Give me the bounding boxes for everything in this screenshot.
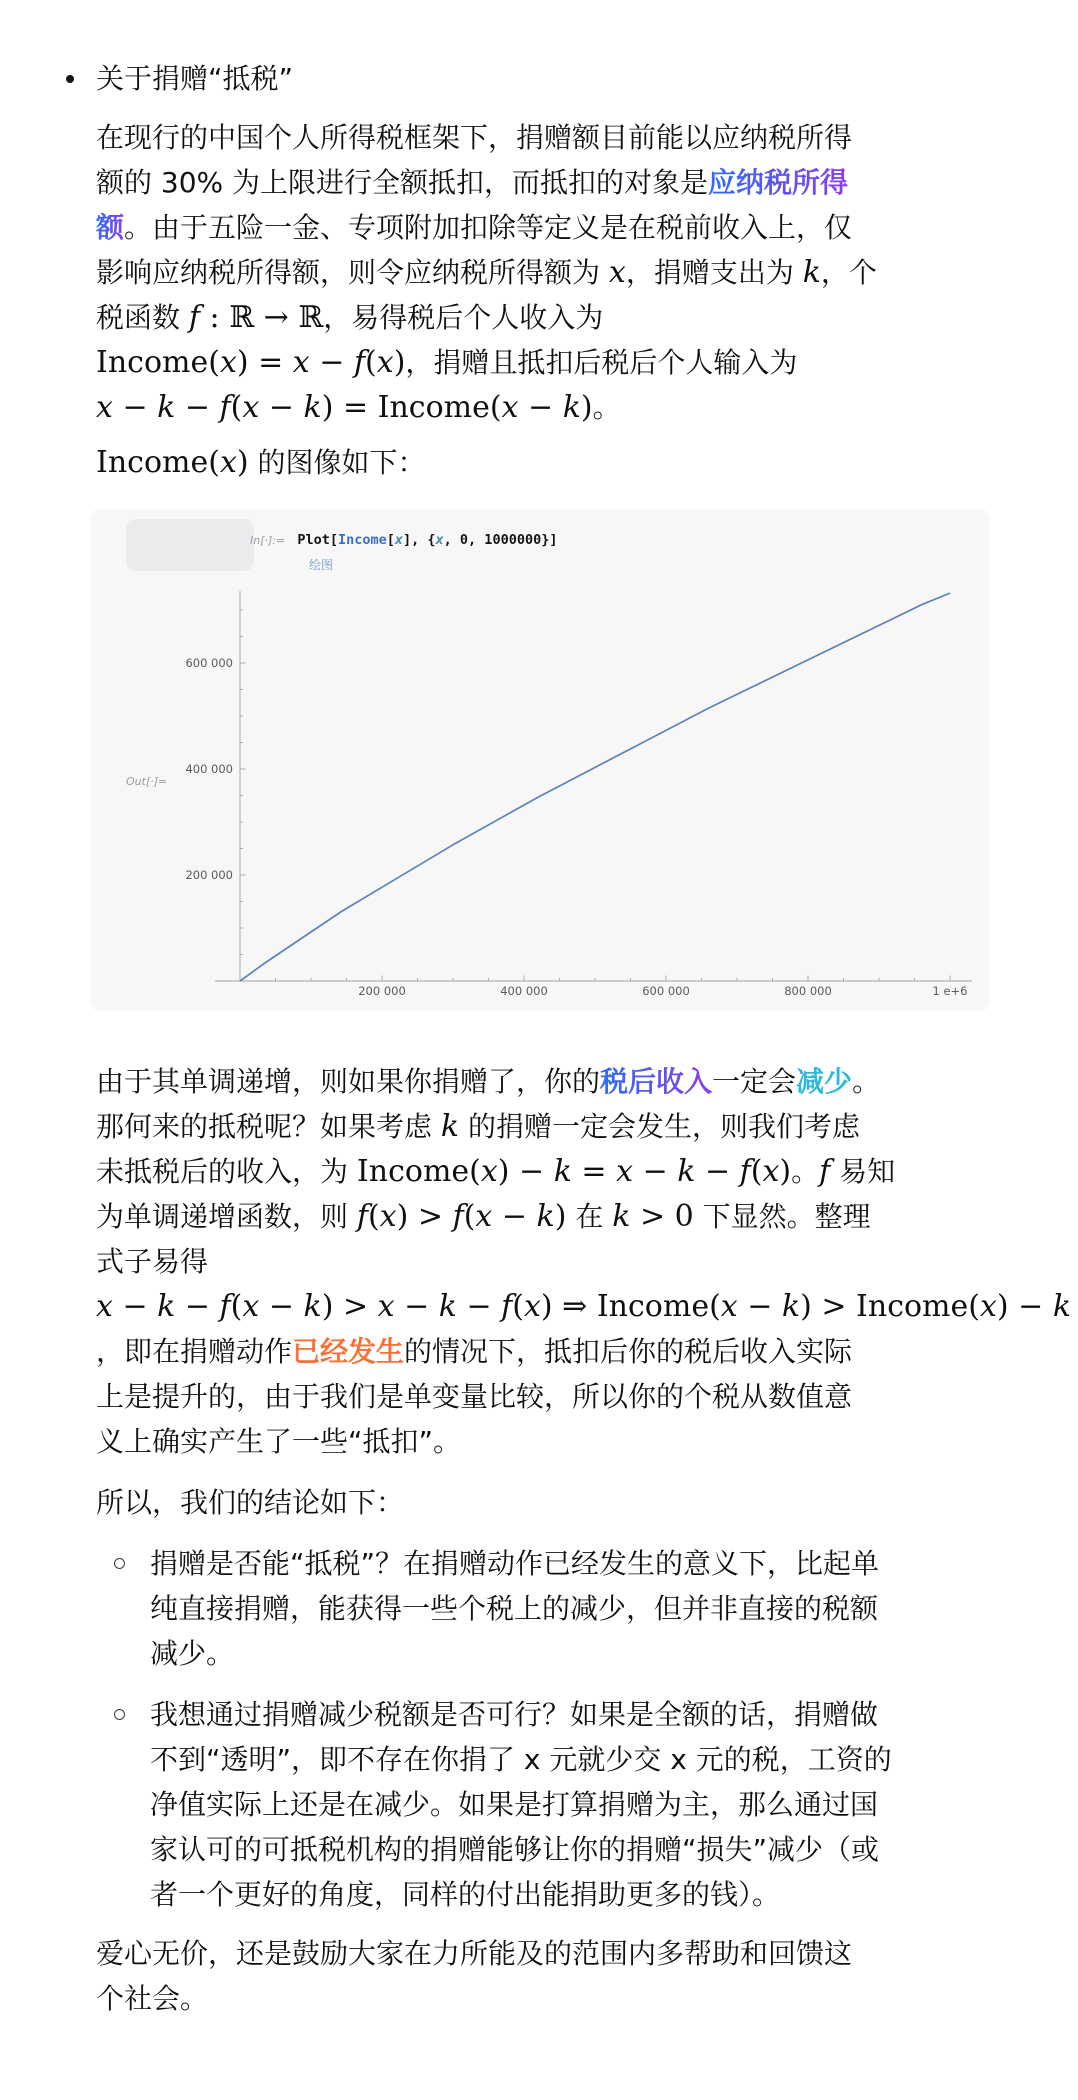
text-line: 不到“透明”，即不存在你捐了 x 元就少交 x 元的税，工资的 (150, 1743, 892, 1776)
mathematica-screenshot[interactable] (90, 509, 990, 1011)
svg-text:200 000: 200 000 (358, 984, 406, 998)
income-curve (240, 593, 950, 981)
text-line: Income(x) 的图像如下： (96, 445, 426, 480)
svg-text:800 000: 800 000 (784, 984, 832, 998)
text-line: x − k − f(x − k) = Income(x − k)。 (96, 390, 621, 425)
text-line: 捐赠是否能“抵税”？在捐赠动作已经发生的意义下，比起单 (150, 1547, 880, 1580)
text-line: 税函数 f : ℝ → ℝ，易得税后个人收入为 (96, 300, 604, 335)
bullet-item-title (96, 56, 994, 101)
text-line: 额的 30% 为上限进行全额抵扣，而抵扣的对象是应纳税所得 (96, 166, 849, 199)
paragraph-deduction-definition (96, 115, 994, 430)
svg-text:600 000: 600 000 (642, 984, 690, 998)
sub-bullet-item-2 (112, 1692, 994, 1917)
code-caption-label: 绘图 (309, 558, 334, 572)
sub-bullet-1-text (150, 1541, 994, 1676)
text-line: 由于其单调递增，则如果你捐赠了，你的税后收入一定会减少。 (96, 1065, 881, 1098)
income-plot-chart (160, 589, 990, 1009)
text-line: 爱心无价，还是鼓励大家在力所能及的范围内多帮助和回馈这 (96, 1937, 853, 1970)
text-line: 我想通过捐赠减少税额是否可行？如果是全额的话，捐赠做 (150, 1698, 879, 1731)
paragraph-monotonic-argument (96, 1059, 1071, 1464)
text-line: 那何来的抵税呢？如果考虑 k 的捐赠一定会发生，则我们考虑 (96, 1109, 860, 1144)
text-line: 上是提升的，由于我们是单变量比较，所以你的个税从数值意 (96, 1380, 853, 1413)
svg-text:400 000: 400 000 (500, 984, 548, 998)
paragraph-conclusion-intro (96, 1480, 994, 1525)
section-title: 关于捐赠“抵税” (96, 62, 294, 95)
text-line: 影响应纳税所得额，则令应纳税所得额为 x，捐赠支出为 k，个 (96, 255, 877, 290)
text-line: 所以，我们的结论如下： (96, 1486, 405, 1519)
sub-bullet-2-text (150, 1692, 994, 1917)
text-line: 在现行的中国个人所得税框架下，捐赠额目前能以应纳税所得 (96, 121, 853, 154)
svg-text:1 e+6: 1 e+6 (932, 984, 968, 998)
text-line: x − k − f(x − k) > x − k − f(x) ⇒ Income(x − k) > Income(x) − k (96, 1289, 1071, 1324)
svg-text:600 000: 600 000 (185, 656, 233, 670)
blurred-cell-block (126, 519, 254, 571)
circle-bullet-icon (114, 1558, 125, 1569)
text-line: 净值实际上还是在减少。如果是打算捐赠为主，那么通过国 (150, 1788, 879, 1821)
text-line: Income(x) = x − f(x)，捐赠且抵扣后税后个人输入为 (96, 345, 798, 380)
text-line: 义上确实产生了一些“抵扣”。 (96, 1425, 462, 1458)
text-line: 纯直接捐赠，能获得一些个税上的减少，但并非直接的税额 (150, 1592, 879, 1625)
text-line: 额。由于五险一金、专项附加扣除等定义是在税前收入上，仅 (96, 211, 853, 244)
in-label: In[·]:= (250, 534, 286, 547)
svg-text:200 000: 200 000 (185, 868, 233, 882)
paragraph-plot-intro (96, 440, 994, 485)
out-label: Out[·]= (126, 775, 168, 788)
notebook-input-cell (250, 529, 557, 548)
text-line: 者一个更好的角度，同样的付出能捐助更多的钱）。 (150, 1878, 781, 1911)
paragraph-closing (96, 1931, 994, 2021)
text-line: 为单调递增函数，则 f(x) > f(x − k) 在 k > 0 下显然。整理 (96, 1199, 871, 1234)
circle-bullet-icon (114, 1709, 125, 1720)
svg-text:400 000: 400 000 (185, 762, 233, 776)
text-line: ，即在捐赠动作已经发生的情况下，抵扣后你的税后收入实际 (96, 1335, 853, 1368)
bullet-dot-icon (66, 75, 74, 83)
text-line: 个社会。 (96, 1982, 209, 2015)
text-line: 式子易得 (96, 1245, 209, 1278)
text-line: 家认可的可抵税机构的捐赠能够让你的捐赠“损失”减少（或 (150, 1833, 880, 1866)
sub-bullet-item-1 (112, 1541, 994, 1676)
text-line: 未抵税后的收入，为 Income(x) − k = x − k − f(x)。f 易知 (96, 1154, 896, 1189)
text-line: 减少。 (150, 1637, 235, 1670)
plot-code-line: Plot[Income[x], {x, 0, 1000000}] (297, 532, 558, 548)
